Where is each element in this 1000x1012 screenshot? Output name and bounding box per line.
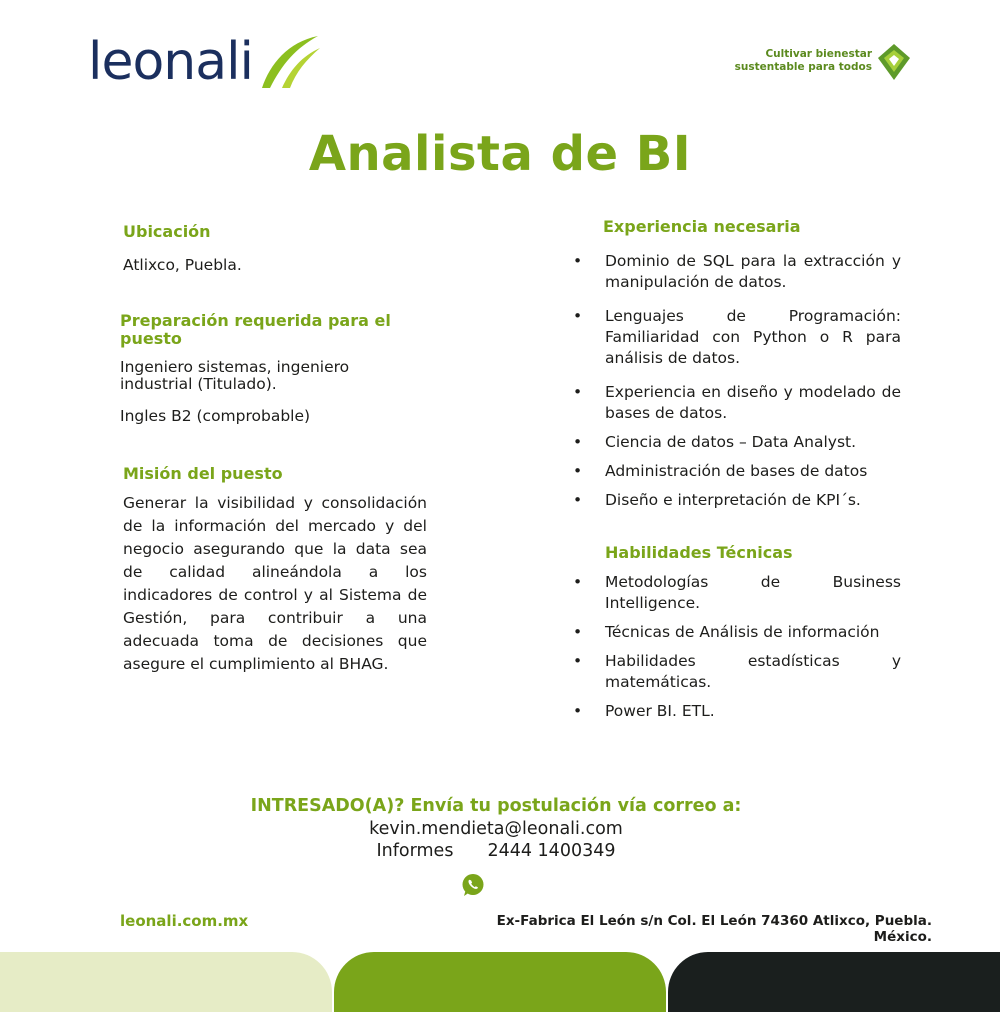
ubicacion-value: Atlixco, Puebla.: [123, 256, 242, 274]
website-link[interactable]: leonali.com.mx: [120, 912, 249, 930]
page-title: Analista de BI: [308, 126, 692, 182]
contact-phone-row: [0, 841, 992, 861]
tagline-line-1: Cultivar bienestar: [765, 48, 872, 60]
phone-number[interactable]: 2444 1400349: [487, 841, 616, 861]
leonali-logo: [88, 34, 318, 96]
preparacion-title: Preparación requerida para el puesto: [120, 311, 391, 348]
list-item-text: Metodologías de Business Intelligence.: [605, 573, 901, 612]
list-item-text: Habilidades estadísticas y matemáticas.: [605, 652, 901, 691]
contact-cta: INTRESADO(A)? Envía tu postulación vía correo a:: [250, 796, 742, 816]
list-item-text: Experiencia en diseño y modelado de bases de datos.: [605, 383, 901, 422]
list-item: [573, 306, 901, 369]
list-item: [573, 461, 901, 482]
bullet-icon: •: [573, 383, 583, 401]
list-item-text: Técnicas de Análisis de información: [605, 623, 880, 641]
list-item: [573, 432, 901, 453]
list-item-text: Power BI. ETL.: [605, 702, 715, 720]
footer-band-dark: [668, 952, 1000, 1012]
address: Ex-Fabrica El León s/n Col. El León 74360 Atlixco, Puebla. México.: [496, 913, 932, 945]
list-item: [573, 490, 901, 511]
bullet-icon: •: [573, 623, 583, 641]
mision-text: Generar la visibilidad y consolidación de la información del mercado y del negocio asegurando que la data sea de calidad alineándola a los indicadores de control y al Sistema de Gestión, para contribuir a una adecuada toma de decisiones que asegure el cumplimiento al BHAG.: [123, 494, 427, 673]
contact-email[interactable]: kevin.mendieta@leonali.com: [369, 819, 623, 839]
list-item-text: Ciencia de datos – Data Analyst.: [605, 433, 857, 451]
bullet-icon: •: [573, 307, 583, 325]
whatsapp-icon[interactable]: [461, 873, 485, 897]
tagline-line-2: sustentable para todos: [734, 61, 872, 73]
logo-text: leonali: [88, 32, 253, 92]
bullet-icon: •: [573, 573, 583, 591]
ubicacion-title: Ubicación: [123, 222, 211, 241]
experiencia-list: [573, 251, 901, 511]
list-item: [573, 251, 901, 293]
footer-band-light: [0, 952, 332, 1012]
list-item-text: Diseño e interpretación de KPI´s.: [605, 491, 861, 509]
phone-label: Informes: [376, 841, 454, 861]
list-item-text: Administración de bases de datos: [605, 462, 868, 480]
bullet-icon: •: [573, 433, 583, 451]
preparacion-value-2: Ingles B2 (comprobable): [120, 407, 311, 425]
mision-title: Misión del puesto: [123, 464, 283, 483]
brand-diamond-icon: [878, 44, 910, 80]
experiencia-title: Experiencia necesaria: [603, 217, 801, 236]
habilidades-list: [573, 572, 901, 722]
bullet-icon: •: [573, 652, 583, 670]
list-item-text: Lenguajes de Programación: Familiaridad con Python o R para análisis de datos.: [605, 307, 901, 367]
bullet-icon: •: [573, 491, 583, 509]
list-item: [573, 382, 901, 424]
list-item-text: Dominio de SQL para la extracción y manipulación de datos.: [605, 252, 901, 291]
bullet-icon: •: [573, 462, 583, 480]
preparacion-value-1: Ingeniero sistemas, ingeniero industrial (Titulado).: [120, 358, 350, 393]
brand-tagline: [700, 48, 872, 74]
bullet-icon: •: [573, 702, 583, 720]
list-item: [573, 701, 901, 722]
leaf-logo-icon: [260, 34, 322, 90]
habilidades-title: Habilidades Técnicas: [605, 543, 793, 562]
list-item: [573, 651, 901, 693]
bullet-icon: •: [573, 252, 583, 270]
footer-band-green: [334, 952, 666, 1012]
list-item: [573, 622, 901, 643]
list-item: [573, 572, 901, 614]
